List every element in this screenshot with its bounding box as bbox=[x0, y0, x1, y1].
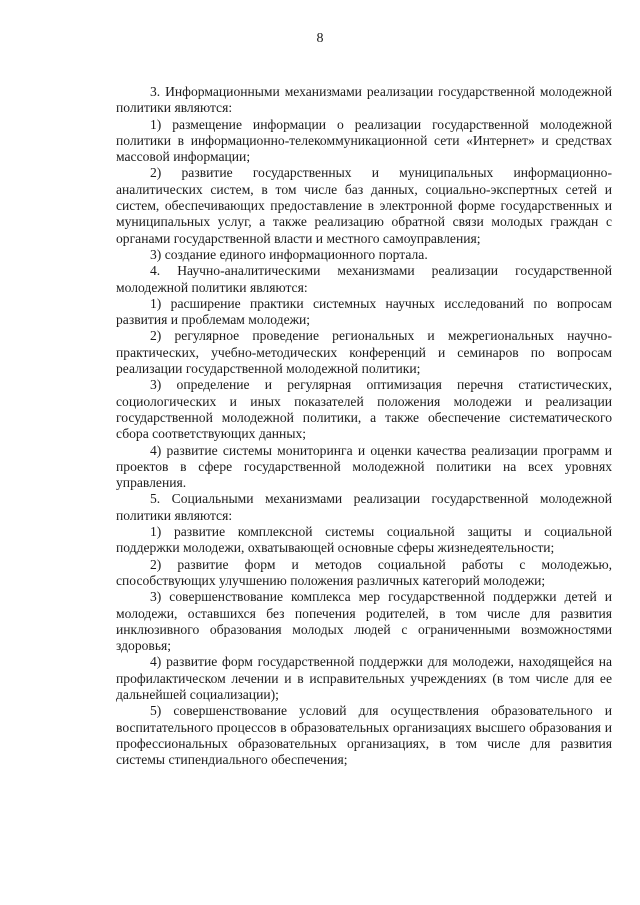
paragraph-section-3-heading: 3. Информационными механизмами реализации государственной молодежной политики являются: bbox=[116, 84, 612, 116]
paragraph-4-item-4: 4) развитие системы мониторинга и оценки качества реализации программ и проектов в сфере государственной молодежной политики на всех уровнях управления. bbox=[116, 442, 612, 491]
paragraph-5-item-5: 5) совершенствование условий для осуществления образовательного и воспитательного процессов в образовательных организациях высшего образования и профессиональных образовательных организациях, в том числе для развития системы стипендиального обеспечения; bbox=[116, 703, 612, 768]
paragraph-5-item-4: 4) развитие форм государственной поддержки для молодежи, находящейся на профилактическом лечении и в исправительных учреждениях (в том числе для ее дальнейшей социализации); bbox=[116, 654, 612, 702]
paragraph-3-item-1: 1) размещение информации о реализации государственной молодежной политики в информационно-телекоммуникационной сети «Интернет» и средствах массовой информации; bbox=[116, 116, 612, 165]
document-body bbox=[116, 84, 612, 768]
paragraph-5-item-2: 2) развитие форм и методов социальной работы с молодежью, способствующих улучшению положения различных категорий молодежи; bbox=[116, 556, 612, 588]
paragraph-5-item-1: 1) развитие комплексной системы социальной защиты и социальной поддержки молодежи, охватывающей основные сферы жизнедеятельности; bbox=[116, 524, 612, 556]
paragraph-section-5-heading: 5. Социальными механизмами реализации государственной молодежной политики являются: bbox=[116, 491, 612, 523]
paragraph-4-item-2: 2) регулярное проведение региональных и межрегиональных научно-практических, учебно-методических конференций и семинаров по вопросам реализации государственной молодежной политики; bbox=[116, 328, 612, 377]
paragraph-4-item-1: 1) расширение практики системных научных исследований по вопросам развития и проблемам молодежи; bbox=[116, 295, 612, 328]
page-number: 8 bbox=[316, 31, 324, 46]
paragraph-5-item-3: 3) совершенствование комплекса мер государственной поддержки детей и молодежи, оставшихся без попечения родителей, в том числе для развития инклюзивного образования молодых людей с ограниченными возможностями здоровья; bbox=[116, 589, 612, 654]
paragraph-3-item-2: 2) развитие государственных и муниципальных информационно-аналитических систем, в том числе баз данных, социально-экспертных сетей и систем, обеспечивающих предоставление в электронной форме государственных и муниципальных услуг, а также реализацию обратной связи молодых граждан с органами государственной власти и местного самоуправления; bbox=[116, 165, 612, 246]
paragraph-4-item-3: 3) определение и регулярная оптимизация перечня статистических, социологических и иных показателей положения молодежи и реализации государственной молодежной политики, а также обеспечение систематического сбора соответствующих данных; bbox=[116, 377, 612, 442]
paragraph-3-item-3: 3) создание единого информационного портала. bbox=[150, 246, 428, 262]
paragraph-section-4-heading: 4. Научно-аналитическими механизмами реализации государственной молодежной политики являются: bbox=[116, 263, 612, 295]
